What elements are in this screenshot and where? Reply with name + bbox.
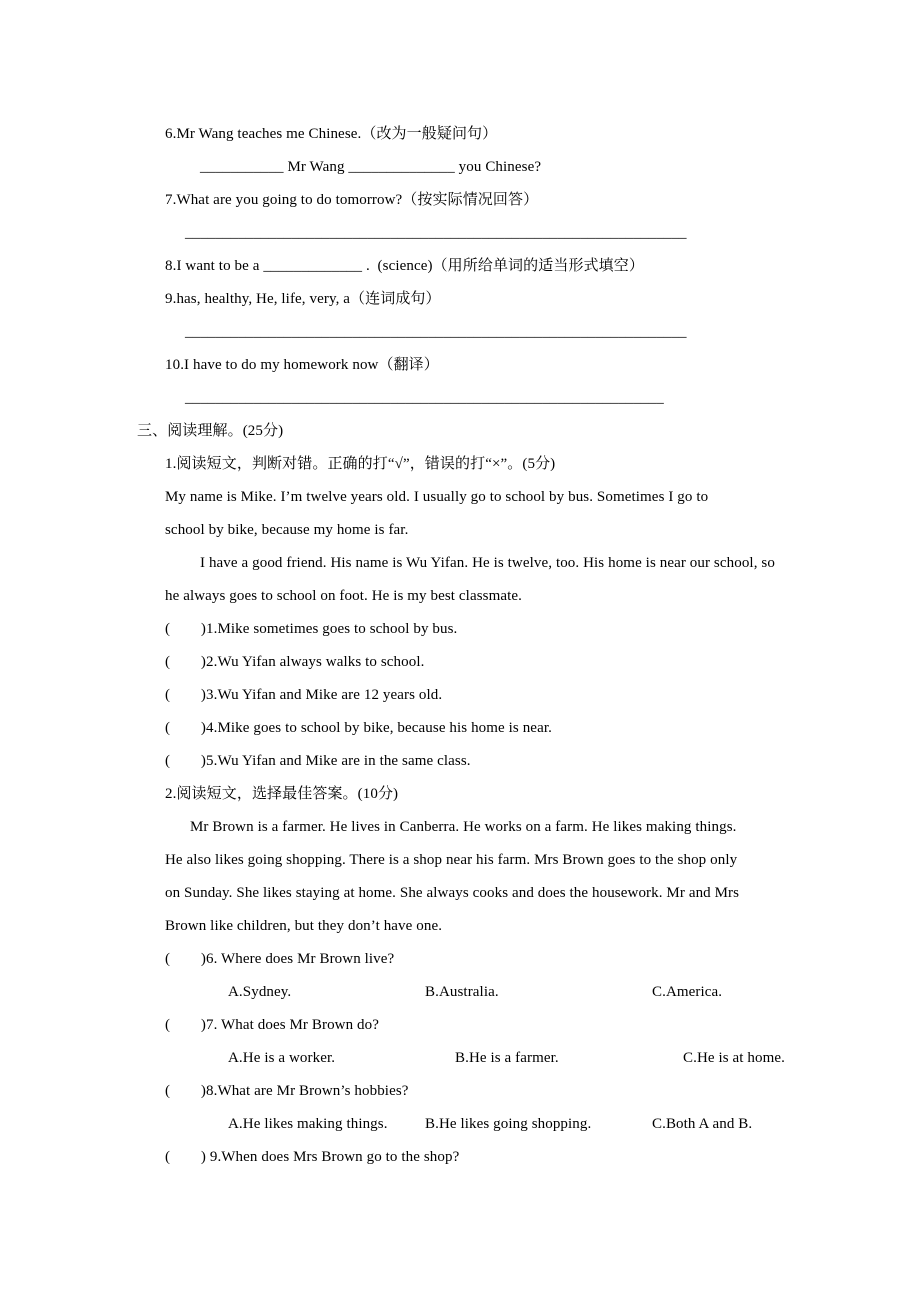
true-false-item-1: ( )1.Mike sometimes goes to school by bus.	[165, 621, 458, 637]
mc-question-7-option-a: A.He is a worker.	[228, 1050, 336, 1066]
mc-question-8-stem: ( )8.What are Mr Brown’s hobbies?	[165, 1083, 409, 1099]
mc-question-7-option-c: C.He is at home.	[683, 1050, 786, 1066]
mc-question-6-stem: ( )6. Where does Mr Brown live?	[165, 951, 395, 967]
question-8-line: 8.I want to be a _____________ . (science)（用所给单词的适当形式填空）	[165, 258, 644, 274]
task2-passage-line: on Sunday. She likes staying at home. She always cooks and does the housework. Mr and Mrs	[165, 885, 740, 901]
question-10-line: 10.I have to do my homework now（翻译）	[165, 357, 439, 373]
task2-passage-line: Mr Brown is a farmer. He lives in Canberra. He works on a farm. He likes making things.	[190, 819, 737, 835]
mc-question-7-options	[137, 1042, 890, 1075]
mc-question-8-option-c: C.Both A and B.	[652, 1116, 753, 1132]
question-6-answer-line: ___________ Mr Wang ______________ you Chinese?	[200, 159, 542, 175]
mc-question-8-option-b: B.He likes going shopping.	[425, 1116, 592, 1132]
mc-question-6-option-a: A.Sydney.	[228, 984, 292, 1000]
mc-question-6-options	[137, 976, 890, 1009]
true-false-item-5: ( )5.Wu Yifan and Mike are in the same class.	[165, 753, 471, 769]
task2-passage-line: Brown like children, but they don’t have one.	[165, 918, 443, 934]
true-false-item-4: ( )4.Mike goes to school by bike, because his home is near.	[165, 720, 552, 736]
mc-question-9-stem: ( ) 9.When does Mrs Brown go to the shop?	[165, 1149, 460, 1165]
mc-question-8-option-a: A.He likes making things.	[228, 1116, 388, 1132]
true-false-item-3: ( )3.Wu Yifan and Mike are 12 years old.	[165, 687, 443, 703]
question-7-answer-blank: __________________________________________________________________	[185, 225, 687, 241]
mc-question-7-stem: ( )7. What does Mr Brown do?	[165, 1017, 380, 1033]
true-false-item-2: ( )2.Wu Yifan always walks to school.	[165, 654, 425, 670]
mc-question-7-option-b: B.He is a farmer.	[455, 1050, 559, 1066]
task1-passage-line: I have a good friend. His name is Wu Yifan. He is twelve, too. His home is near our school, so	[200, 555, 775, 571]
task1-instruction: 1.阅读短文，判断对错。正确的打“√”，错误的打“×”。(5分)	[165, 456, 556, 472]
question-10-answer-blank: _______________________________________________________________	[185, 390, 664, 406]
mc-question-8-options	[137, 1108, 890, 1141]
task1-passage-line: he always goes to school on foot. He is my best classmate.	[165, 588, 522, 604]
question-6-line: 6.Mr Wang teaches me Chinese.（改为一般疑问句）	[165, 126, 498, 142]
mc-question-6-option-b: B.Australia.	[425, 984, 499, 1000]
task2-instruction: 2.阅读短文，选择最佳答案。(10分)	[165, 786, 399, 802]
question-9-line: 9.has, healthy, He, life, very, a（连词成句）	[165, 291, 441, 307]
task1-passage-line: school by bike, because my home is far.	[165, 522, 409, 538]
task1-passage-line: My name is Mike. I’m twelve years old. I usually go to school by bus. Sometimes I go to	[165, 489, 709, 505]
question-9-answer-blank: __________________________________________________________________	[185, 324, 687, 340]
task2-passage-line: He also likes going shopping. There is a shop near his farm. Mrs Brown goes to the shop only	[165, 852, 738, 868]
mc-question-6-option-c: C.America.	[652, 984, 723, 1000]
question-7-line: 7.What are you going to do tomorrow?（按实际情况回答）	[165, 192, 539, 208]
section-3-heading: 三、阅读理解。(25分)	[137, 423, 284, 439]
